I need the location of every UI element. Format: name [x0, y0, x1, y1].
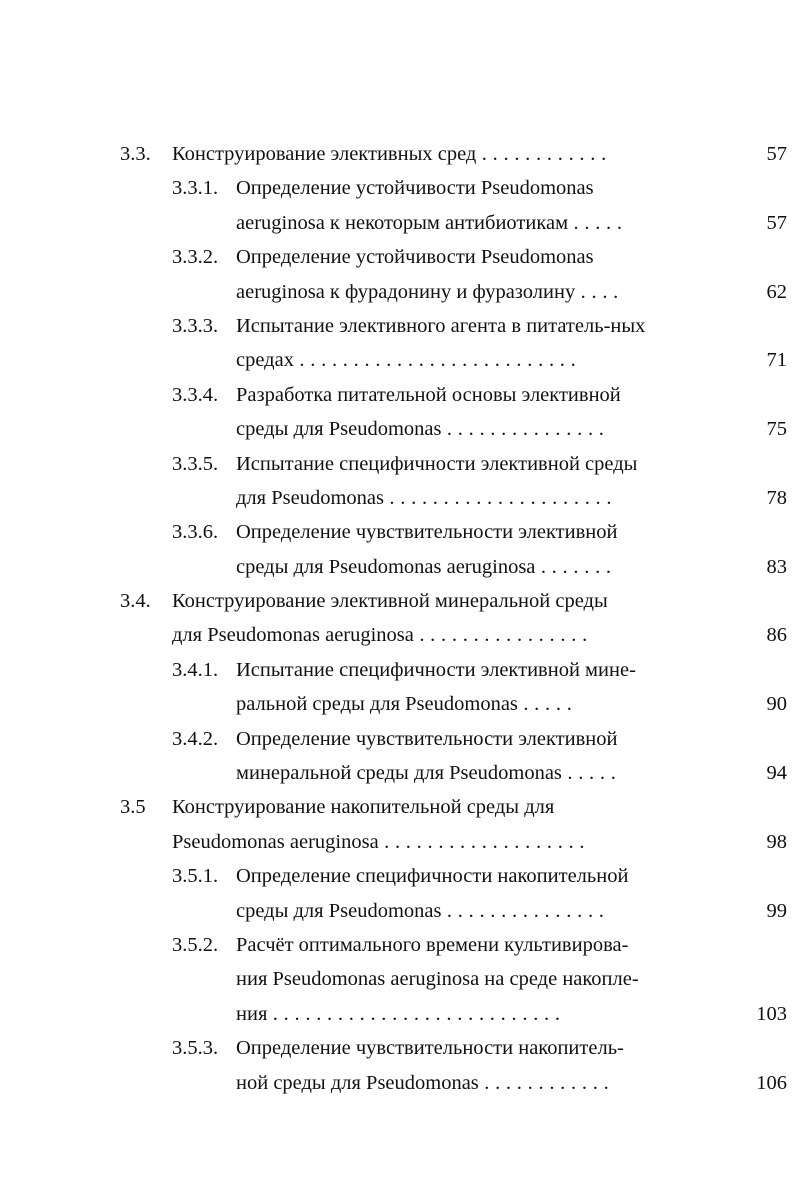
section-number: 3.5.3.	[172, 1037, 219, 1060]
toc-entry-3-5-2	[0, 928, 799, 1031]
section-title: Испытание элективного агента в питатель-ных	[236, 314, 646, 337]
section-title-continued: ния	[236, 1002, 268, 1025]
section-title: Определение чувствительности элективной	[236, 521, 618, 544]
page-number: 86	[766, 624, 787, 647]
toc-entry-3-3-6	[0, 515, 799, 584]
section-number: 3.4.1.	[172, 658, 219, 681]
toc-entry-3-5-1	[0, 859, 799, 928]
leader-dots: . . . . . . . . . . . .	[478, 1071, 609, 1094]
section-title-continued: ральной среды для Pseudomonas	[236, 693, 518, 716]
section-title: Определение чувствительности накопитель-	[236, 1037, 624, 1060]
leader-dots: . . . . . . . . . . . . . . . . . . . . . . . . . .	[293, 349, 577, 372]
section-title: Испытание специфичности элективной среды	[236, 452, 638, 475]
section-number: 3.3.4.	[172, 383, 219, 406]
leader-dots: . . . . . . . . . . . . . . .	[441, 899, 605, 922]
toc-entry-3-3-3	[0, 309, 799, 378]
section-number: 3.5.1.	[172, 865, 219, 888]
section-title-continued: aeruginosa к фурадонину и фуразолину	[236, 280, 576, 303]
page-number: 103	[756, 1002, 787, 1025]
section-number: 3.3.3.	[172, 314, 219, 337]
leader-dots: . . . . . . . . . . . . . . . . . . .	[378, 830, 585, 853]
section-number: 3.4.	[120, 590, 151, 613]
section-number: 3.3.6.	[172, 521, 219, 544]
section-number: 3.3.1.	[172, 177, 219, 200]
page-number: 71	[766, 349, 787, 372]
section-title-continued: для Pseudomonas	[236, 486, 384, 509]
section-title-continued: среды для Pseudomonas	[236, 418, 442, 441]
leader-dots: . . . . . . . . . . . . . . . . . . . . .	[383, 486, 612, 509]
page-number: 106	[756, 1071, 787, 1094]
section-number: 3.5.2.	[172, 933, 219, 956]
toc-entry-3-3-4	[0, 378, 799, 447]
toc-entry-3-3-5	[0, 447, 799, 516]
page-number: 57	[766, 211, 787, 234]
section-title-continued: среды для Pseudomonas aeruginosa	[236, 555, 536, 578]
section-number: 3.4.2.	[172, 727, 219, 750]
page-number: 98	[766, 830, 787, 853]
toc-entry-3-3-1	[0, 171, 799, 240]
toc-entry-3-5	[0, 790, 799, 859]
page-number: 78	[766, 486, 787, 509]
section-title: Разработка питательной основы элективной	[236, 383, 621, 406]
table-of-contents	[0, 137, 799, 1100]
page-number: 57	[766, 143, 787, 165]
section-title-continued: для Pseudomonas aeruginosa	[172, 624, 414, 647]
section-number: 3.3.	[120, 143, 151, 165]
section-title-continued: минеральной среды для Pseudomonas	[236, 762, 562, 785]
toc-entry-3-3	[0, 137, 799, 171]
page-number: 94	[766, 762, 787, 785]
leader-dots: . . . . . . . . . . . . . . . .	[413, 624, 588, 647]
toc-entry-3-4-1	[0, 653, 799, 722]
section-title: Конструирование элективной минеральной среды	[172, 590, 608, 613]
leader-dots: . . . . . . . . . . . . . . . . . . . . . . . . . . .	[267, 1002, 561, 1025]
section-title: Конструирование накопительной среды для	[172, 796, 555, 819]
leader-dots: . . . . . . . . . . . . . . .	[441, 418, 605, 441]
section-title: Испытание специфичности элективной мине-	[236, 658, 636, 681]
page-number: 75	[766, 418, 787, 441]
section-title: Определение специфичности накопительной	[236, 865, 629, 888]
toc-entry-3-5-3	[0, 1031, 799, 1100]
toc-entry-3-4	[0, 584, 799, 653]
page-number: 90	[766, 693, 787, 716]
leader-dots: . . . .	[575, 280, 619, 303]
section-title: Расчёт оптимального времени культивирова-	[236, 933, 629, 956]
leader-dots: . . . . . . .	[535, 555, 612, 578]
page-number: 62	[766, 280, 787, 303]
toc-entry-3-3-2	[0, 240, 799, 309]
page-number: 99	[766, 899, 787, 922]
leader-dots: . . . . .	[561, 762, 617, 785]
section-number: 3.3.2.	[172, 246, 219, 269]
leader-dots: . . . . .	[517, 693, 573, 716]
section-title-continued: aeruginosa к некоторым антибиотикам	[236, 211, 569, 234]
section-title-continued: средах	[236, 349, 294, 372]
section-title-continued: Pseudomonas aeruginosa	[172, 830, 379, 853]
section-title-continued: ной среды для Pseudomonas	[236, 1071, 479, 1094]
section-number: 3.3.5.	[172, 452, 219, 475]
section-title-continued: среды для Pseudomonas	[236, 899, 442, 922]
section-number: 3.5	[120, 796, 146, 819]
leader-dots: . . . . . . . . . . . .	[476, 143, 607, 165]
toc-entry-3-4-2	[0, 722, 799, 791]
section-title: Определение чувствительности элективной	[236, 727, 618, 750]
section-title: Определение устойчивости Pseudomonas	[236, 246, 594, 269]
leader-dots: . . . . .	[568, 211, 623, 234]
section-title: Конструирование элективных сред	[172, 143, 477, 165]
section-title: Определение устойчивости Pseudomonas	[236, 177, 594, 200]
page-number: 83	[766, 555, 787, 578]
section-title-continued: ния Pseudomonas aeruginosa на среде накопле-	[236, 968, 639, 991]
